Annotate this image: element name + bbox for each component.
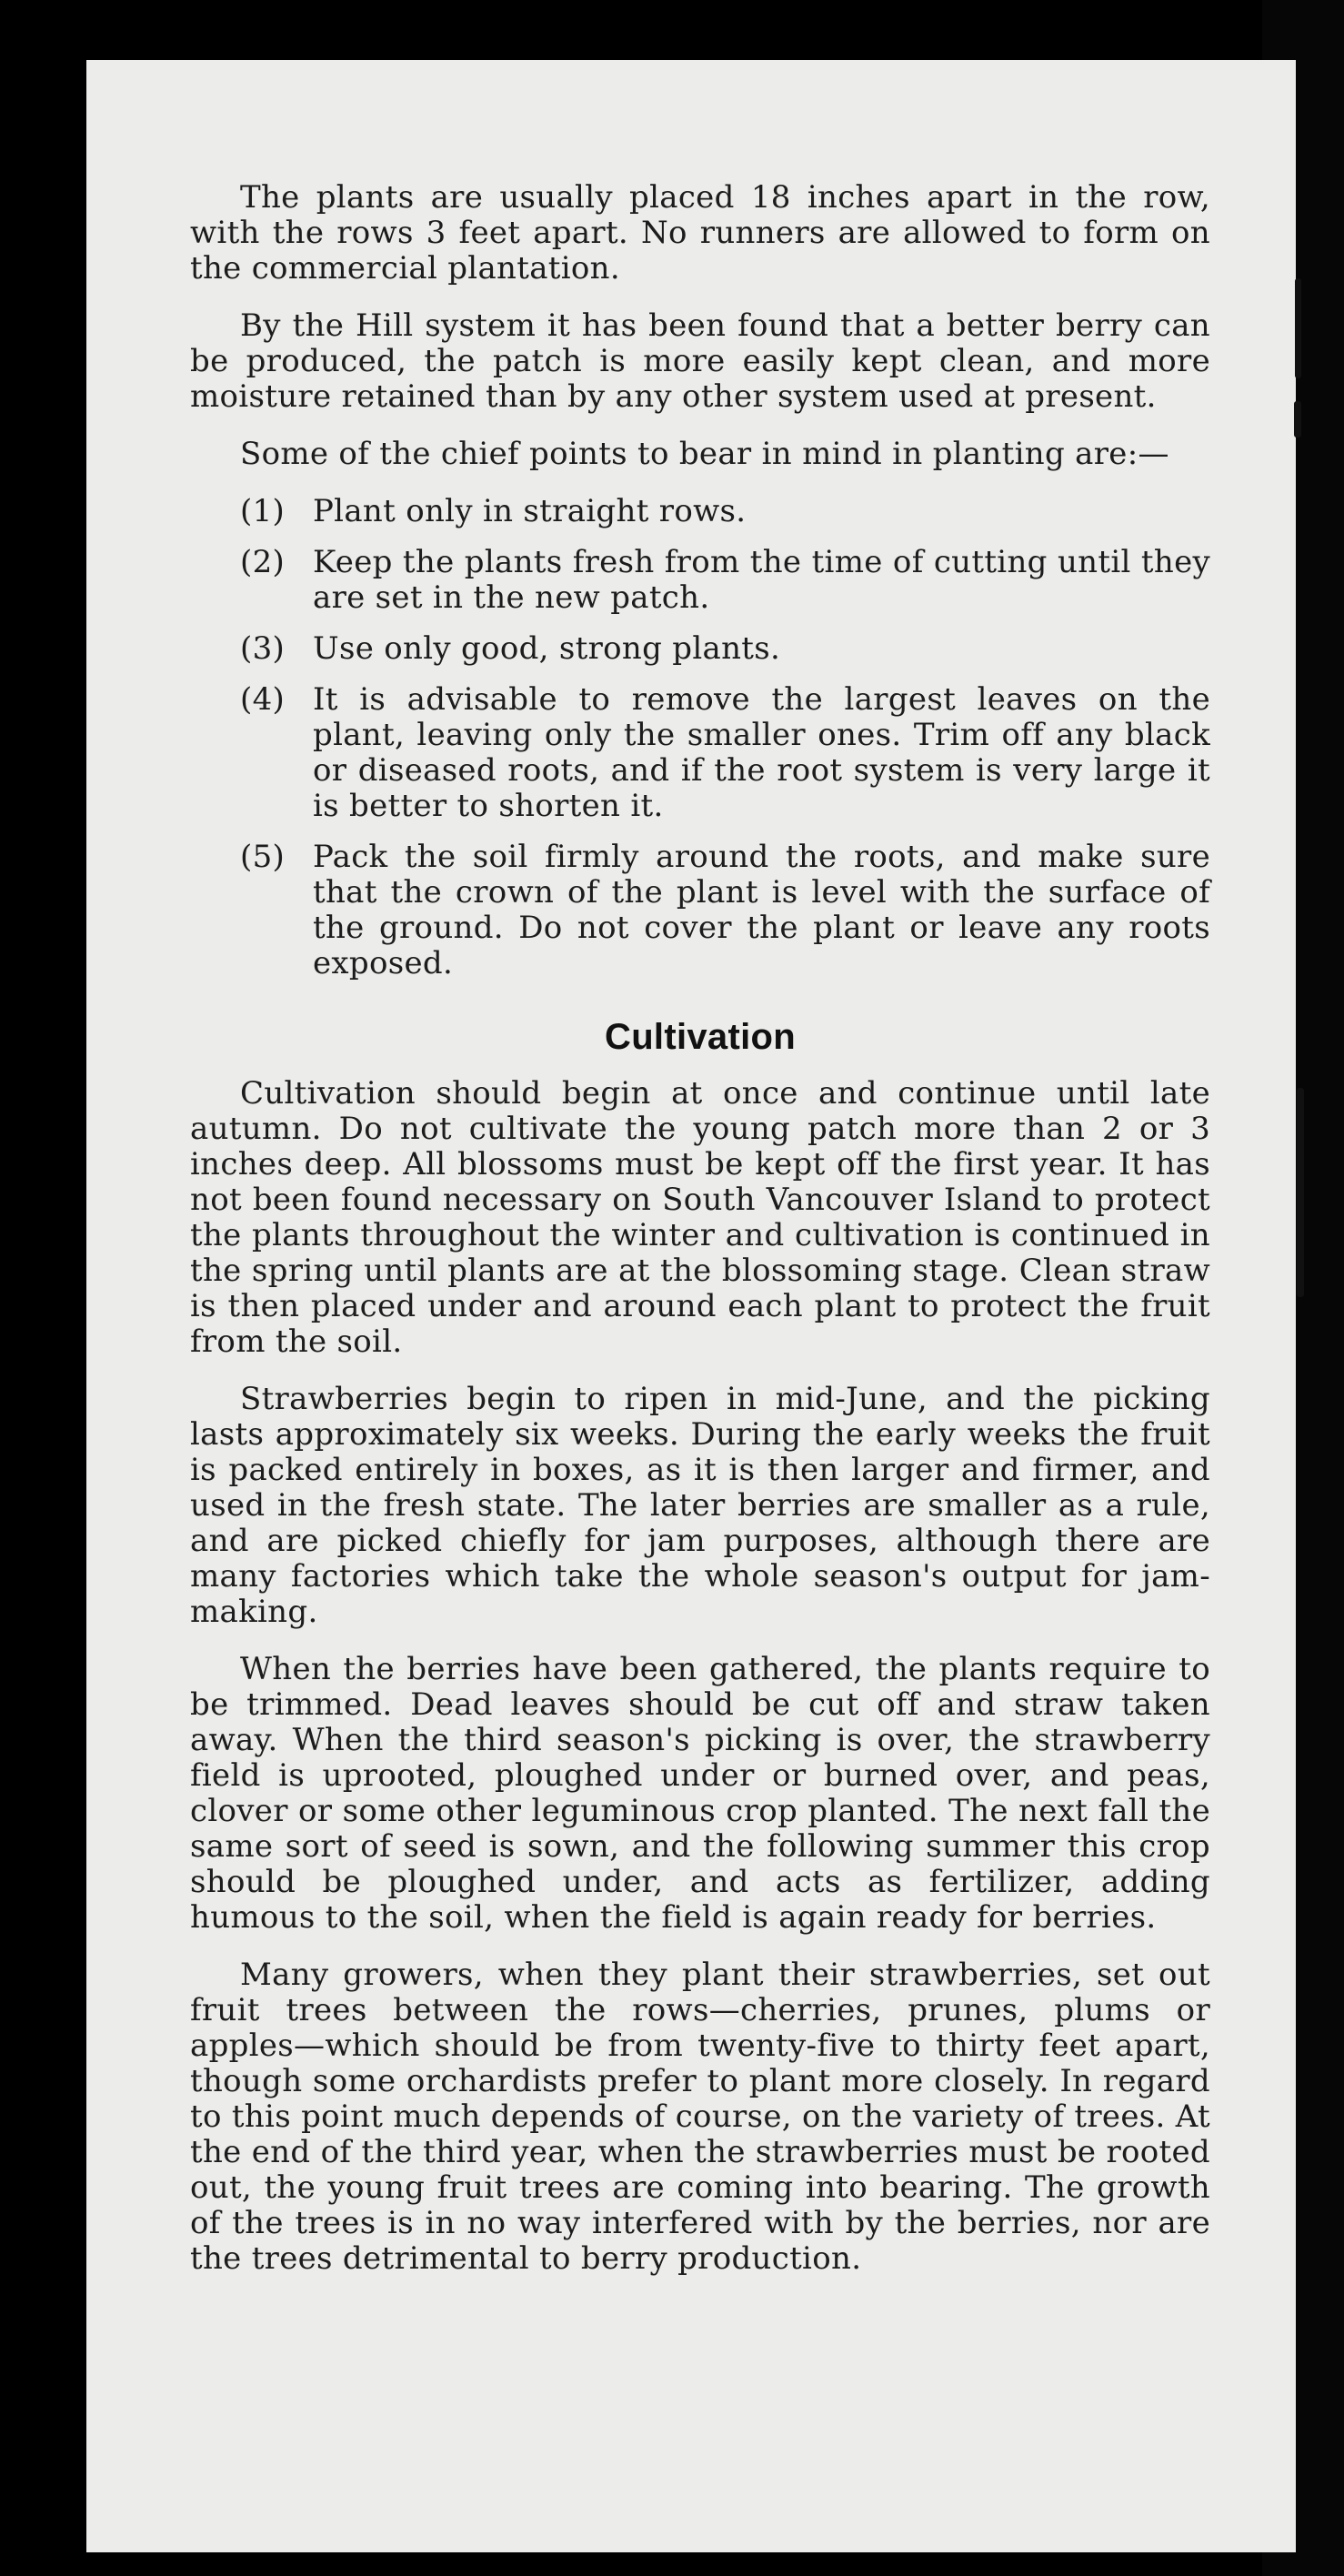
paragraph: Many growers, when they plant their strawberries, set out fruit trees between the rows—cherries, prunes, plums or apples—which should be from twenty-five to thirty feet apart, though some orchardists prefer to plant more closely. In regard to this point much depends of course, on the variety of trees. At the end of the third year, when the strawberries must be rooted out, the young fruit trees are coming into bearing. The growth of the trees is in no way interfered with by the berries, nor are the trees detrimental to berry production. (190, 1957, 1210, 2277)
list-item-number: (1) (240, 493, 286, 529)
list-item (190, 631, 1210, 667)
list-item-text: Keep the plants fresh from the time of cutting until they are set in the new patch. (313, 544, 1210, 616)
list-item-text: Pack the soil firmly around the roots, and make sure that the crown of the plant is level with the surface of the ground. Do not cover the plant or leave any roots exposed. (313, 839, 1210, 981)
margin-mark-middle (1297, 1088, 1304, 1297)
margin-mark-top-small (1294, 401, 1301, 438)
list-item-number: (2) (240, 544, 286, 580)
list-item-text: Use only good, strong plants. (313, 630, 781, 667)
list-item-number: (5) (240, 839, 286, 875)
list-item (190, 494, 1210, 529)
page-text (190, 180, 1210, 2299)
paragraph: Strawberries begin to ripen in mid-June, and the picking lasts approximately six weeks. During the early weeks the fruit is packed entirely in boxes, as it is then larger and firmer, and used in the fresh state. The later berries are smaller as a rule, and are picked chiefly for jam purposes, although there are many factories which take the whole season's output for jam-making. (190, 1381, 1210, 1630)
list-item-text: It is advisable to remove the largest leaves on the plant, leaving only the smaller ones. Trim off any black or diseased roots, and if the root system is very large it is better to shorten it. (313, 681, 1210, 824)
list-item-number: (3) (240, 630, 286, 667)
list-item (190, 682, 1210, 824)
list-item (190, 840, 1210, 981)
paragraph: The plants are usually placed 18 inches apart in the row, with the rows 3 feet apart. No runners are allowed to form on the commercial plantation. (190, 179, 1210, 287)
paragraph: Cultivation should begin at once and continue until late autumn. Do not cultivate the young patch more than 2 or 3 inches deep. All blossoms must be kept off the first year. It has not been found necessary on South Vancouver Island to protect the plants throughout the winter and cultivation is continued in the spring until plants are at the blossoming stage. Clean straw is then placed under and around each plant to protect the fruit from the soil. (190, 1075, 1210, 1360)
list-item (190, 545, 1210, 616)
paragraph: By the Hill system it has been found that a better berry can be produced, the patch is more easily kept clean, and more moisture retained than by any other system used at present. (190, 307, 1210, 415)
paragraph: Some of the chief points to bear in mind in planting are:— (240, 436, 1169, 472)
margin-mark-top (1295, 278, 1301, 378)
section-heading: Cultivation (605, 1017, 796, 1057)
planting-points-list (190, 494, 1210, 981)
paragraph: When the berries have been gathered, the plants require to be trimmed. Dead leaves should be cut off and straw taken away. When the third season's picking is over, the strawberry field is uprooted, ploughed under or burned over, and peas, clover or some other leguminous crop planted. The next fall the same sort of seed is sown, and the following summer this crop should be ploughed under, and acts as fertilizer, adding humous to the soil, when the field is again ready for berries. (190, 1651, 1210, 1936)
list-item-number: (4) (240, 681, 286, 718)
list-item-text: Plant only in straight rows. (313, 493, 747, 529)
